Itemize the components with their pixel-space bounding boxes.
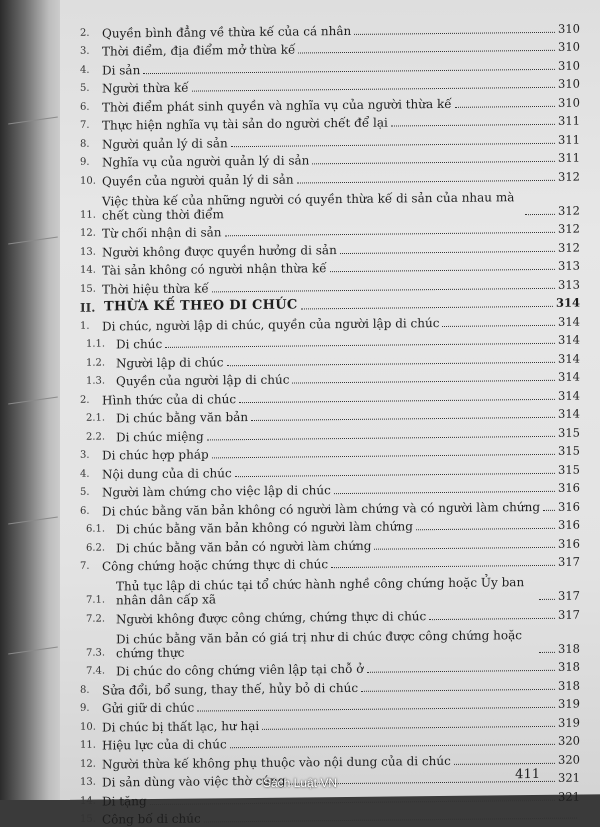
- toc-entry-number: 11.: [80, 209, 96, 221]
- toc-entry-number: 12.: [80, 758, 96, 770]
- toc-entry-number: 10.: [80, 175, 96, 187]
- toc-entry-number: 1.1.: [86, 338, 106, 350]
- dot-leader: [330, 269, 555, 272]
- toc-entry: [80, 569, 580, 608]
- toc-entry-page: 313: [558, 258, 580, 273]
- toc-entry-number: 15.: [80, 813, 96, 825]
- toc-entry-title: Quyền của người lập di chúc: [116, 372, 290, 389]
- toc-entry: [80, 621, 580, 660]
- toc-entry-number: 7.: [80, 119, 90, 131]
- toc-entry-page: 320: [558, 733, 580, 748]
- toc-entry-page: 318: [558, 678, 580, 693]
- toc-entry-number: 7.: [80, 560, 90, 572]
- toc-entry-page: 321: [558, 789, 580, 804]
- toc-entry-number: 14.: [80, 795, 96, 807]
- toc-entry-number: 4.: [80, 468, 90, 480]
- toc-entry-title: Di chúc: [116, 336, 163, 352]
- toc-entry-title: Di tặng: [102, 793, 147, 809]
- toc-entry-number: 7.3.: [86, 647, 106, 659]
- toc-entry-title: Di chúc bằng văn bản không có người làm chứng và có người làm chứng: [102, 499, 541, 519]
- toc-entry-number: 11.: [80, 739, 96, 751]
- toc-entry-title: Quyền của người quản lý di sản: [102, 172, 294, 189]
- toc-entry-page: 315: [558, 443, 580, 458]
- toc-entry-number: 7.1.: [86, 594, 106, 606]
- toc-entry-number: 2.: [80, 27, 90, 39]
- toc-entry-title: Di sản: [102, 62, 141, 78]
- toc-entry-number: 13.: [80, 776, 96, 788]
- toc-entry-number: 9.: [80, 156, 90, 168]
- toc-entry-title: Di chúc bằng văn bản không có người làm chứng: [116, 519, 413, 537]
- toc-entry-number: 12.: [80, 227, 96, 239]
- toc-entry-number: 6.: [80, 101, 90, 113]
- toc-entry-page: 317: [558, 607, 580, 622]
- toc-entry-number: 8.: [80, 138, 90, 150]
- toc-entry-title: Gửi giữ di chúc: [102, 700, 195, 716]
- toc-entry-page: 310: [558, 95, 580, 110]
- toc-entry-number: 2.2.: [86, 431, 106, 443]
- toc-entry-title: THỪA KẾ THEO DI CHÚC: [104, 297, 298, 315]
- toc-entry-number: 15.: [80, 283, 96, 295]
- dot-leader: [361, 688, 555, 691]
- toc-entry-page: 310: [558, 39, 580, 54]
- toc-entry-page: 314: [555, 295, 580, 310]
- toc-entry: [80, 803, 580, 827]
- toc-entry-number: 6.1.: [86, 523, 106, 535]
- dot-leader: [539, 599, 555, 600]
- dot-leader: [539, 651, 555, 652]
- toc-entry-number: 2.1.: [86, 412, 106, 424]
- toc-entry-title: Di chúc bằng văn bản: [116, 410, 249, 426]
- toc-entry-page: 314: [558, 406, 580, 421]
- toc-entry-page: 314: [558, 369, 580, 384]
- toc-entry-number: 1.2.: [86, 357, 106, 369]
- toc-entry-title: Hình thức của di chúc: [102, 391, 237, 408]
- spine-text-line: [8, 237, 58, 245]
- toc-entry-title: Di chúc hợp pháp: [102, 447, 209, 463]
- toc-entry-number: 10.: [80, 721, 96, 733]
- page-number: 411: [515, 766, 540, 783]
- toc-entry-title: Người làm chứng cho việc lập di chúc: [102, 483, 331, 500]
- dot-leader: [455, 105, 555, 107]
- toc-entry-page: 314: [558, 314, 580, 329]
- toc-entry-title: Di chúc bằng văn bản có người làm chứng: [116, 538, 372, 555]
- toc-entry-title: Người thừa kế: [102, 80, 189, 96]
- toc-entry-page: 314: [558, 388, 580, 403]
- toc-entry-page: 319: [558, 715, 580, 730]
- toc-entry-page: 310: [558, 58, 580, 73]
- toc-entry-title: Thời điểm phát sinh quyền và nghĩa vụ của người thừa kế: [102, 96, 452, 115]
- toc-entry-title: Người lập di chúc: [116, 354, 224, 370]
- book-page: [60, 0, 600, 827]
- dot-leader: [525, 213, 555, 214]
- spine-text-line: [8, 397, 58, 405]
- spine-text-line: [8, 517, 58, 525]
- dot-leader: [416, 528, 555, 530]
- toc-entry-page: 312: [558, 203, 580, 218]
- toc-entry-title: Hiệu lực của di chúc: [102, 737, 227, 753]
- toc-entry-page: 310: [558, 21, 580, 36]
- toc-entry-title: Người quản lý di sản: [102, 135, 228, 152]
- dot-leader: [374, 546, 555, 549]
- toc-entry-page: 313: [558, 277, 580, 292]
- toc-entry-title: Di sản dùng vào việc thờ cúng: [102, 773, 286, 790]
- toc-entry-number: 5.: [80, 486, 90, 498]
- toc-entry-title: Nghĩa vụ của người quản lý di sản: [102, 153, 310, 170]
- toc-entry-title: Di chúc miệng: [116, 428, 204, 444]
- toc-entry-number: 13.: [80, 246, 96, 258]
- toc-entry-title: Di chúc, người lập di chúc, quyền của người lập di chúc: [102, 315, 440, 334]
- dot-leader: [204, 818, 577, 823]
- toc-entry-title: Người không được công chứng, chứng thực di chúc: [116, 608, 427, 626]
- dot-leader: [367, 670, 556, 673]
- dot-leader: [312, 161, 555, 165]
- dot-leader: [292, 380, 555, 384]
- toc-entry-page: 320: [558, 752, 580, 767]
- toc-entry-page: 311: [558, 150, 580, 165]
- toc-entry-title: Thời hiệu thừa kế: [102, 280, 209, 297]
- toc-entry-number: 8.: [80, 684, 90, 696]
- dot-leader: [354, 31, 555, 34]
- toc-entry-number: 4.: [80, 64, 90, 76]
- toc-entry-title: Từ chối nhận di sản: [102, 225, 222, 241]
- dot-leader: [442, 324, 555, 326]
- toc-entry-title: Thủ tục lập di chúc tại tổ chức hành nghề công chứng hoặc Ủy ban nhân dân cấp xã: [116, 575, 525, 608]
- toc-entry-title: Di chúc do công chứng viên lập tại chỗ ở: [116, 661, 364, 679]
- spine-text-line: [8, 647, 58, 655]
- toc-entry-page: 315: [558, 425, 580, 440]
- toc-entry-title: Người thừa kế không phụ thuộc vào nội dung của di chúc: [102, 753, 451, 772]
- toc-entry-page: 312: [558, 169, 580, 184]
- toc-entry-page: 316: [558, 480, 580, 495]
- toc-entry-number: 14.: [80, 264, 96, 276]
- toc-entry-number: 6.: [80, 505, 90, 517]
- toc-entry-title: Thực hiện nghĩa vụ tài sản do người chết để lại: [102, 115, 388, 133]
- toc-entry-page: 316: [558, 499, 580, 514]
- dot-leader: [454, 762, 555, 764]
- toc-entry-number: 7.4.: [86, 665, 106, 677]
- toc-entry-page: 319: [558, 696, 580, 711]
- watermark: Sách Luật VN: [262, 776, 338, 790]
- dot-leader: [301, 306, 553, 310]
- toc-entry-title: Di chúc bằng văn bản có giá trị như di chúc được công chứng hoặc chứng thực: [116, 627, 522, 660]
- toc-entry-number: II.: [80, 300, 96, 315]
- toc-entry-number: 7.2.: [86, 613, 106, 625]
- toc-entry-page: 311: [558, 113, 580, 128]
- toc-entry-page: 317: [558, 588, 580, 603]
- dot-leader: [297, 179, 555, 183]
- toc-entry-title: Quyền bình đẳng về thừa kế của cá nhân: [102, 23, 352, 41]
- toc-entry-title: Công bố di chúc: [102, 811, 201, 827]
- dot-leader: [334, 491, 555, 494]
- toc-entry-number: 1.3.: [86, 375, 106, 387]
- toc-entry-page: 321: [558, 770, 580, 785]
- dot-leader: [543, 509, 555, 510]
- dot-leader: [331, 565, 555, 568]
- toc-entry-number: 2.: [80, 394, 90, 406]
- toc-entry-page: 314: [558, 351, 580, 366]
- toc-entry-page: 312: [558, 221, 580, 236]
- toc-entry-page: 310: [558, 76, 580, 91]
- dot-leader: [429, 617, 555, 619]
- toc-entry-number: 1.: [80, 320, 90, 332]
- toc-entry-page: 311: [558, 132, 580, 147]
- toc-entry-number: 6.2.: [86, 542, 106, 554]
- toc-entry-page: 315: [558, 462, 580, 477]
- toc-entry-title: Di chúc bị thất lạc, hư hại: [102, 718, 260, 735]
- toc-entry-title: Việc thừa kế của những người có quyền thừa kế di sản của nhau mà chết cùng thời điểm: [102, 189, 515, 223]
- table-of-contents: [80, 17, 580, 827]
- toc-entry-number: 5.: [80, 82, 90, 94]
- toc-entry-page: 317: [558, 554, 580, 569]
- toc-entry-page: 316: [558, 536, 580, 551]
- toc-entry-title: Công chứng hoặc chứng thực di chúc: [102, 557, 329, 574]
- toc-entry-title: Sửa đổi, bổ sung, thay thế, hủy bỏ di chúc: [102, 680, 359, 698]
- toc-entry-page: 318: [558, 659, 580, 674]
- toc-entry-title: Nội dung của di chúc: [102, 465, 232, 482]
- spine-text-line: [8, 117, 58, 125]
- toc-entry-page: 314: [558, 332, 580, 347]
- toc-entry-number: 9.: [80, 702, 90, 714]
- toc-entry-page: 318: [558, 641, 580, 656]
- toc-entry-title: Tài sản không có người nhận thừa kế: [102, 261, 327, 278]
- toc-entry-page: 316: [558, 517, 580, 532]
- toc-entry-page: 312: [558, 240, 580, 255]
- dot-leader: [391, 124, 555, 127]
- dot-leader: [298, 50, 555, 54]
- toc-entry-number: 3.: [80, 449, 90, 461]
- toc-entry-title: Người không được quyền hưởng di sản: [102, 242, 337, 260]
- toc-entry-number: 3.: [80, 45, 90, 57]
- dot-leader: [340, 250, 555, 253]
- toc-entry: [80, 183, 580, 222]
- toc-entry-title: Thời điểm, địa điểm mở thừa kế: [102, 42, 296, 59]
